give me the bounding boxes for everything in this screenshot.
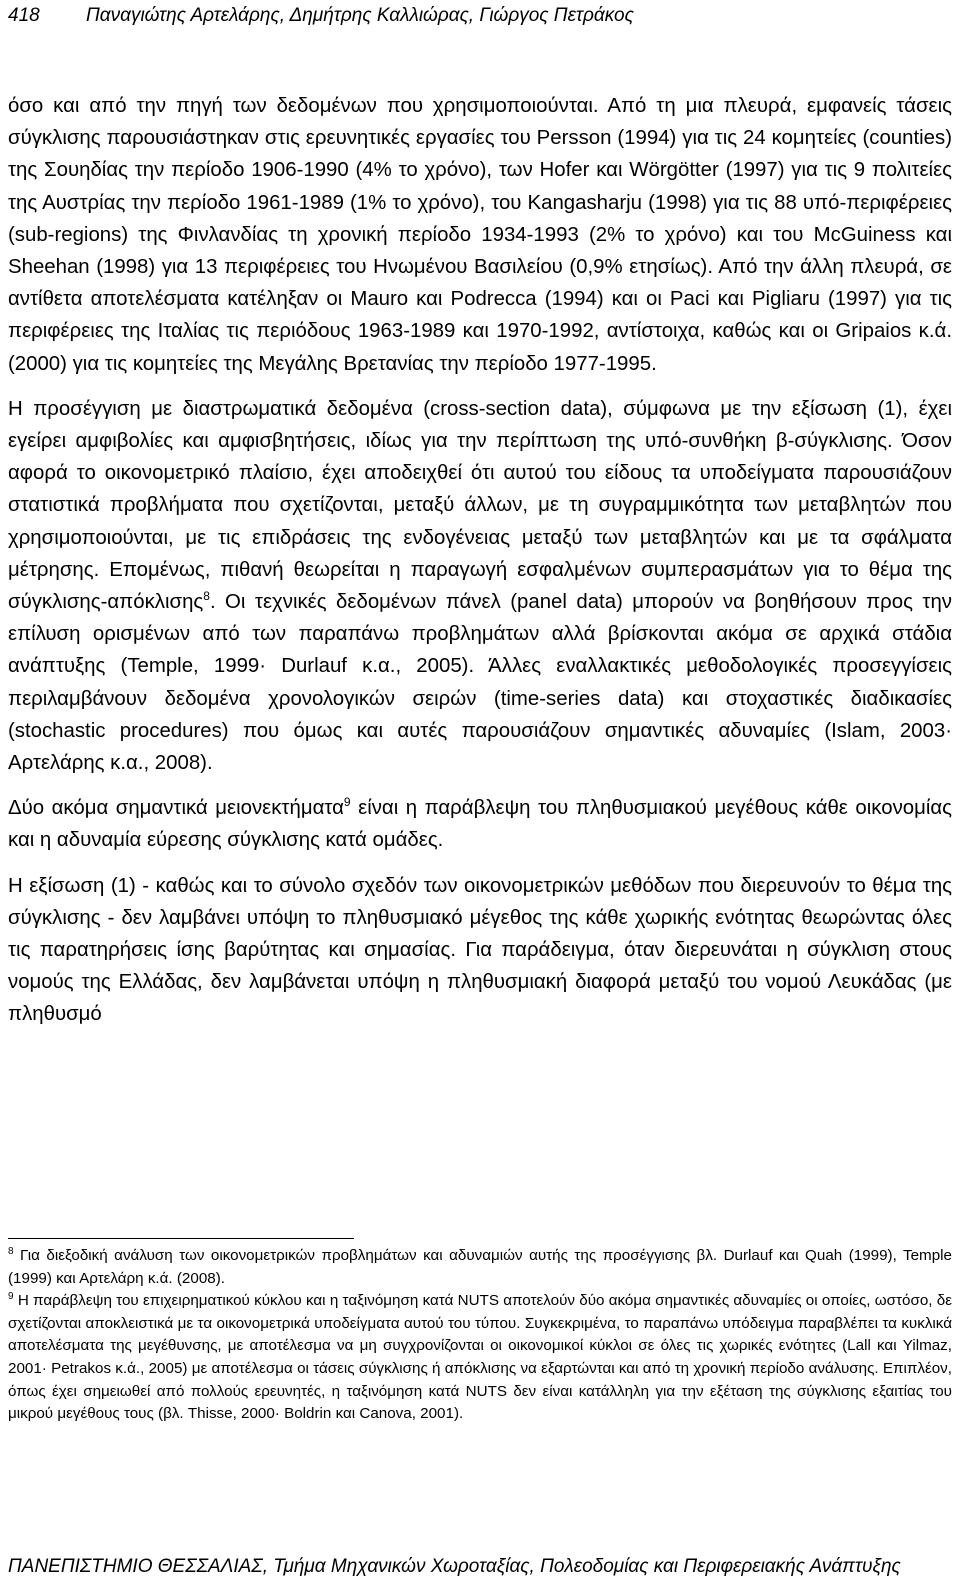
page-footer: ΠΑΝΕΠΙΣΤΗΜΙΟ ΘΕΣΣΑΛΙΑΣ, Τμήμα Μηχανικών Χωροταξίας, Πολεοδομίας και Περιφερειακής Ανάπτυξης <box>8 1556 901 1577</box>
footnote-text: Η παράβλεψη του επιχειρηματικού κύκλου και η ταξινόμηση κατά NUTS αποτελούν δύο ακόμα σημαντικές αδυναμίες οι οποίες, ωστόσο, δε σχετίζονται αποκλειστικά με τα οικονομετρικά υποδείγματα αυτού του τύπου. Συγκεκριμένα, το παραπάνω υπόδειγμα παραβλέπει τα κυκλικά αποτελέσματα της μεγέθυνσης, με αποτέλεσμα να μη συγχρονίζονται οι οικονομικοί κύκλοι σε όλες τις χωρικές ενότητες (Lall και Yilmaz, 2001· Petrakos κ.ά., 2005) με αποτέλεσμα οι τάσεις σύγκλισης ή απόκλισης να εξαρτώνται και από τη χρονική περίοδο ανάλυσης. Επιπλέον, όπως έχει σημειωθεί από πολλούς ερευνητές, η ταξινόμηση κατά NUTS δεν είναι κατάλληλη για την εξέταση της σύγκλισης εξαιτίας του μικρού μεγέθους τους (βλ. Thisse, 2000· Boldrin και Canova, 2001). <box>8 1292 952 1423</box>
footnote-number: 9 <box>8 1291 14 1303</box>
footnote-divider <box>8 1238 354 1239</box>
paragraph-3-text-a: Δύο ακόμα σημαντικά μειονεκτήματα <box>8 797 344 820</box>
footnotes <box>8 1245 952 1426</box>
paragraph-2-text-b: . Οι τεχνικές δεδομένων πάνελ (panel data) μπορούν να βοηθήσουν προς την επίλυση ορισμένων από των παραπάνω προβλημάτων αλλά βρίσκονται ακόμα σε αρχικά στάδια ανάπτυξης (Temple, 1999· Durlauf κ.α., 2005). Άλλες εναλλακτικές μεθοδολογικές προσεγγίσεις περιλαμβάνουν δεδομένα χρονολογικών σειρών (time-series data) και στοχαστικές διαδικασίες (stochastic procedures) που όμως και αυτές παρουσιάζουν σημαντικές αδυναμίες (Islam, 2003· Αρτελάρης κ.α., 2008). <box>8 591 952 775</box>
page-header <box>8 4 952 28</box>
paragraph-2 <box>8 393 952 779</box>
footnote-9 <box>8 1290 952 1426</box>
page-number: 418 <box>8 5 40 26</box>
paragraph-4: Η εξίσωση (1) - καθώς και το σύνολο σχεδόν των οικονομετρικών μεθόδων που διερευνούν το θέμα της σύγκλισης - δεν λαμβάνει υπόψη το πληθυσμιακό μέγεθος της κάθε χωρικής ενότητας θεωρώντας όλες τις παρατηρήσεις ίσης βαρύτητας και σημασίας. Για παράδειγμα, όταν διερευνάται η σύγκλιση στους νομούς της Ελλάδας, δεν λαμβάνεται υπόψη η πληθυσμιακή διαφορά μεταξύ του νομού Λευκάδας (με πληθυσμό <box>8 874 952 1026</box>
footnote-ref-9[interactable]: 9 <box>343 795 351 810</box>
paragraph-1: όσο και από την πηγή των δεδομένων που χρησιμοποιούνται. Από τη μια πλευρά, εμφανείς τάσεις σύγκλισης παρουσιάστηκαν στις ερευνητικές εργασίες του Persson (1994) για τις 24 κομητείες (counties) της Σουηδίας την περίοδο 1906-1990 (4% το χρόνο), των Hofer και Wörgötter (1997) για τις 9 πολιτείες της Αυστρίας την περίοδο 1961-1989 (1% το χρόνο), του Kangasharju (1998) για τις 88 υπό-περιφέρειες (sub-regions) της Φινλανδίας τη χρονική περίοδο 1934-1993 (2% το χρόνο) και του McGuiness και Sheehan (1998) για 13 περιφέρειες του Ηνωμένου Βασιλείου (0,9% ετησίως). Από την άλλη πλευρά, σε αντίθετα αποτελέσματα κατέληξαν οι Mauro και Podrecca (1994) και οι Paci και Pigliaru (1997) για τις περιφέρειες της Ιταλίας τις περιόδους 1963-1989 και 1970-1992, αντίστοιχα, καθώς και οι Gripaios κ.ά. (2000) για τις κομητείες της Μεγάλης Βρετανίας την περίοδο 1977-1995. <box>8 95 952 375</box>
footnote-ref-8[interactable]: 8 <box>203 589 210 604</box>
footnote-number: 8 <box>8 1245 14 1257</box>
header-authors: Παναγιώτης Αρτελάρης, Δημήτρης Καλλιώρας, Γιώργος Πετράκος <box>86 5 634 26</box>
main-text <box>8 90 952 1044</box>
paragraph-3-text-b: είναι η παράβλεψη του πληθυσμιακού μεγέθους κάθε οικονομίας και η αδυναμία εύρεσης σύγκλισης κατά ομάδες. <box>8 797 953 852</box>
paragraph-2-text-a: Η προσέγγιση με διαστρωματικά δεδομένα (cross-section data), σύμφωνα με την εξίσωση (1), έχει εγείρει αμφιβολίες και αμφισβητήσεις, ιδίως για την περίπτωση της υπό-συνθήκη β-σύγκλισης. Όσον αφορά το οικονομετρικό πλαίσιο, έχει αποδειχθεί ότι αυτού του είδους τα υποδείγματα παρουσιάζουν στατιστικά προβλήματα που σχετίζονται, μεταξύ άλλων, με τη συγραμμικότητα των μεταβλητών που χρησιμοποιούνται, με τις επιδράσεις της ενδογένειας μεταξύ των μεταβλητών και με τα σφάλματα μέτρησης. Επομένως, πιθανή θεωρείται η παραγωγή εσφαλμένων συμπερασμάτων για το θέμα της σύγκλισης-απόκλισης <box>8 397 952 614</box>
paragraph-3 <box>8 792 952 856</box>
footnote-text: Για διεξοδική ανάλυση των οικονομετρικών προβλημάτων και αδυναμιών αυτής της προσέγγισης βλ. Durlauf και Quah (1999), Temple (1999) και Αρτελάρη κ.ά. (2008). <box>8 1247 952 1287</box>
footnote-8 <box>8 1245 952 1290</box>
